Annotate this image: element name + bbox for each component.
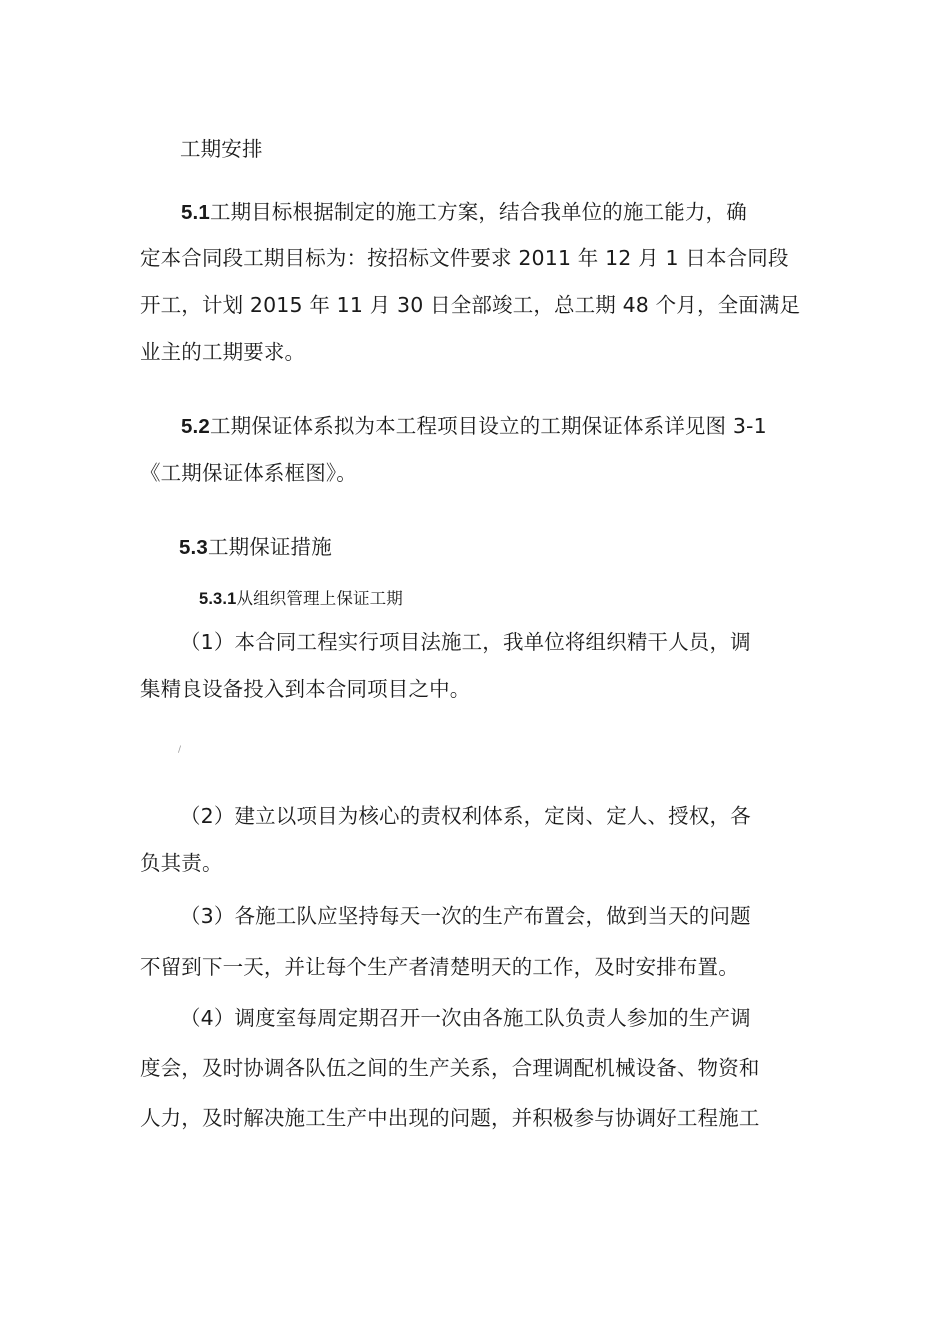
section-5-1-line-2: 定本合同段工期目标为：按招标文件要求 2011 年 12 月 1 日本合同段 xyxy=(140,246,789,270)
section-5-1-number: 5.1 xyxy=(181,201,210,224)
section-title: 工期安排 xyxy=(180,137,263,161)
stray-mark: / xyxy=(178,745,182,755)
section-5-3-1-heading: 5.3.1从组织管理上保证工期 xyxy=(199,589,403,608)
item-3-line-2: 不留到下一天，并让每个生产者清楚明天的工作，及时安排布置。 xyxy=(140,955,739,979)
section-5-3-1-number: 5.3.1 xyxy=(199,590,237,608)
item-2-line-2: 负其责。 xyxy=(140,851,223,875)
item-4-line-2: 度会，及时协调各队伍之间的生产关系，合理调配机械设备、物资和 xyxy=(140,1056,760,1080)
item-1-line-1: （1）本合同工程实行项目法施工，我单位将组织精干人员，调 xyxy=(180,630,751,654)
section-5-2-line-1: 5.2工期保证体系拟为本工程项目设立的工期保证体系详见图 3-1 xyxy=(181,414,767,438)
item-4-line-3: 人力，及时解决施工生产中出现的问题，并积极参与协调好工程施工 xyxy=(140,1106,760,1130)
item-2-line-1: （2）建立以项目为核心的责权利体系，定岗、定人、授权，各 xyxy=(180,804,751,828)
item-4-line-1: （4）调度室每周定期召开一次由各施工队负责人参加的生产调 xyxy=(180,1006,751,1030)
section-5-1-line-4: 业主的工期要求。 xyxy=(140,340,306,364)
section-5-1-line-1: 5.1工期目标根据制定的施工方案，结合我单位的施工能力，确 xyxy=(181,200,747,224)
section-5-2-number: 5.2 xyxy=(181,415,210,438)
item-1-line-2: 集精良设备投入到本合同项目之中。 xyxy=(140,677,471,701)
section-5-3-heading: 5.3工期保证措施 xyxy=(179,535,332,559)
section-5-3-number: 5.3 xyxy=(179,536,208,559)
section-5-1-line-3: 开工，计划 2015 年 11 月 30 日全部竣工，总工期 48 个月，全面满足 xyxy=(140,293,801,317)
section-5-2-line-2: 《工期保证体系框图》。 xyxy=(140,461,357,485)
item-3-line-1: （3）各施工队应坚持每天一次的生产布置会，做到当天的问题 xyxy=(180,904,751,928)
